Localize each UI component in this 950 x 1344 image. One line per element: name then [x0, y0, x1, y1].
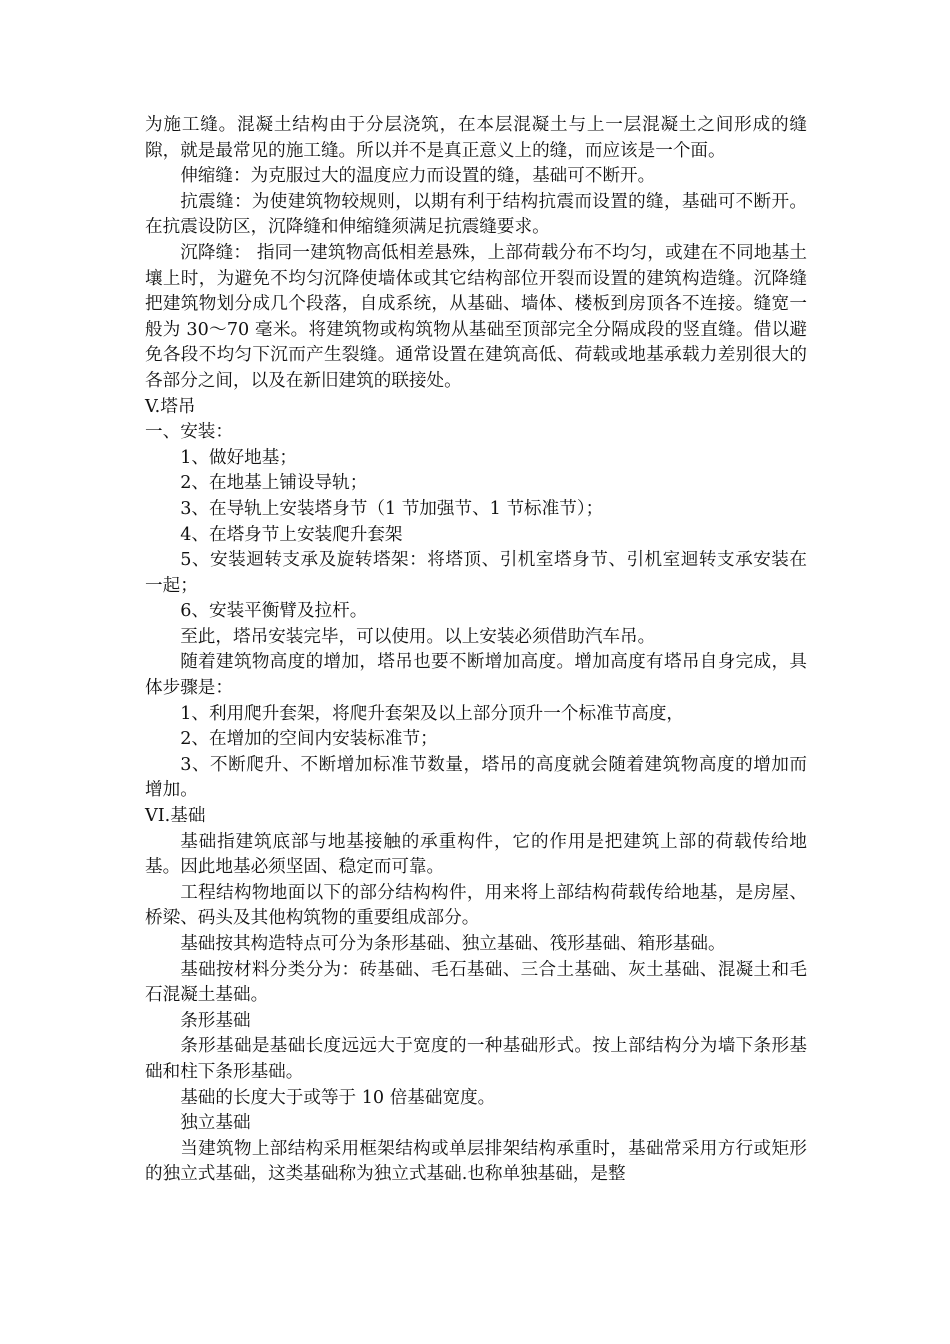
- document-body: [145, 113, 807, 1188]
- list-item: 2、在增加的空间内安装标准节；: [180, 729, 438, 750]
- paragraph-seismic-joint: 抗震缝：为使建筑物较规则，以期有利于结构抗震而设置的缝，基础可不断开。在抗震设防区，沉降缝和伸缩缝须满足抗震缝要求。: [145, 191, 807, 238]
- list-item: 6、安装平衡臂及拉杆。: [180, 601, 368, 622]
- section-heading-tower-crane: V.塔吊: [145, 396, 196, 417]
- list-item: 5、安装迴转支承及旋转塔架：将塔顶、引机室塔身节、引机室迴转支承安装在一起；: [145, 550, 807, 596]
- paragraph-construction-joint: 为施工缝。混凝土结构由于分层浇筑，在本层混凝土与上一层混凝土之间形成的缝隙，就是最常见的施工缝。所以并不是真正意义上的缝，而应该是一个面。: [145, 115, 807, 161]
- list-item: 3、在导轨上安装塔身节（1 节加强节、1 节标准节）；: [180, 498, 604, 519]
- paragraph-expansion-joint: 伸缩缝：为克服过大的温度应力而设置的缝，基础可不断开。: [180, 166, 656, 187]
- paragraph-foundation-materials: 基础按材料分类分为：砖基础、毛石基础、三合土基础、灰土基础、混凝土和毛石混凝土基础。: [145, 959, 807, 1006]
- subheading-strip-foundation: 条形基础: [180, 1010, 251, 1031]
- subheading-installation: 一、安装：: [145, 422, 233, 443]
- paragraph-strip-foundation-length: 基础的长度大于或等于 10 倍基础宽度。: [180, 1087, 496, 1108]
- list-item: 2、在地基上铺设导轨；: [180, 473, 368, 494]
- list-item: 3、不断爬升、不断增加标准节数量，塔吊的高度就会随着建筑物高度的增加而增加。: [145, 754, 807, 801]
- section-heading-foundation: VI.基础: [145, 806, 206, 827]
- list-item: 1、利用爬升套架，将爬升套架及以上部分顶升一个标准节高度，: [180, 703, 685, 724]
- list-item: 1、做好地基；: [180, 447, 297, 468]
- subheading-isolated-foundation: 独立基础: [180, 1113, 251, 1134]
- paragraph-isolated-foundation: 当建筑物上部结构采用框架结构或单层排架结构承重时，基础常采用方行或矩形的独立式基础，这类基础称为独立式基础.也称单独基础，是整: [145, 1138, 807, 1185]
- paragraph-settlement-joint: 沉降缝： 指同一建筑物高低相差悬殊，上部荷载分布不均匀，或建在不同地基土壤上时，为避免不均匀沉降使墙体或其它结构部位开裂而设置的建筑构造缝。沉降缝把建筑物划分成几个段落，自成系统，从基础、墙体、楼板到房顶各不连接。缝宽一般为 30～70 毫米。将建筑物或构筑物从基础至顶部完全分隔成段的竖直缝。借以避免各段不均匀下沉而产生裂缝。通常设置在建筑高低、荷载或地基承载力差别很大的各部分之间，以及在新旧建筑的联接处。: [145, 242, 807, 391]
- paragraph-crane-height: 随着建筑物高度的增加，塔吊也要不断增加高度。增加高度有塔吊自身完成，具体步骤是：: [145, 652, 807, 699]
- paragraph-foundation-structure: 工程结构物地面以下的部分结构构件，用来将上部结构荷载传给地基，是房屋、桥梁、码头及其他构筑物的重要组成部分。: [145, 882, 807, 929]
- paragraph-strip-foundation: 条形基础是基础长度远远大于宽度的一种基础形式。按上部结构分为墙下条形基础和柱下条形基础。: [145, 1036, 807, 1082]
- paragraph-installation-complete: 至此，塔吊安装完毕，可以使用。以上安装必须借助汽车吊。: [180, 626, 656, 647]
- list-item: 4、在塔身节上安装爬升套架: [180, 524, 403, 545]
- paragraph-foundation-types: 基础按其构造特点可分为条形基础、独立基础、筏形基础、箱形基础。: [180, 934, 726, 954]
- paragraph-foundation-definition: 基础指建筑底部与地基接触的承重构件，它的作用是把建筑上部的荷载传给地基。因此地基必须坚固、稳定而可靠。: [145, 831, 807, 878]
